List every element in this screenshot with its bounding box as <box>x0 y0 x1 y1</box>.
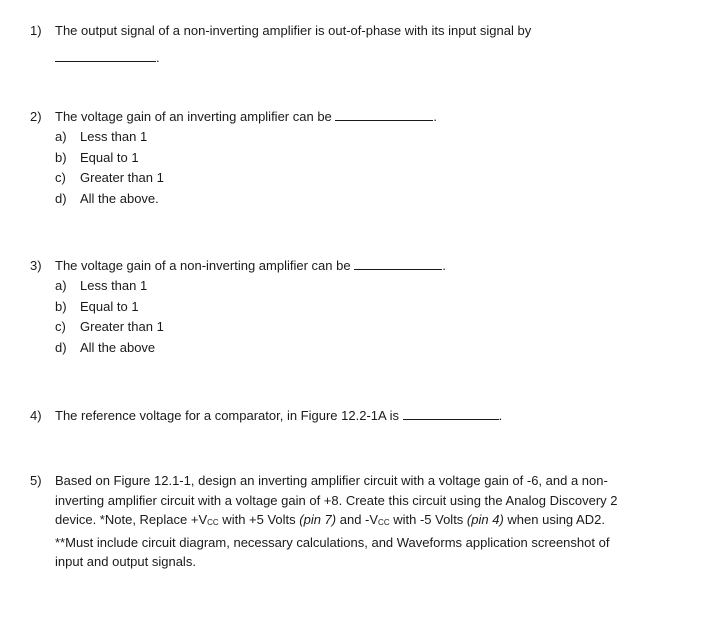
option-letter: b) <box>55 149 67 165</box>
option-text: Greater than 1 <box>80 170 164 185</box>
subscript-cc: CC <box>207 518 219 527</box>
option-d[interactable] <box>55 189 670 210</box>
option-text: Equal to 1 <box>80 298 139 314</box>
option-text: Equal to 1 <box>80 149 139 165</box>
option-letter: d) <box>55 339 67 355</box>
option-letter: a) <box>55 278 67 293</box>
subscript-cc: CC <box>378 518 390 527</box>
question-1 <box>30 21 670 68</box>
option-letter: c) <box>55 170 66 185</box>
question-text <box>55 471 670 572</box>
question-text-part: when using AD2. <box>503 512 605 527</box>
option-a[interactable] <box>55 127 670 148</box>
blank-period: . <box>442 258 446 273</box>
option-letter: a) <box>55 129 67 144</box>
blank-period: . <box>498 408 503 423</box>
option-b[interactable] <box>55 297 670 318</box>
option-text: All the above <box>80 339 156 355</box>
question-requirements: **Must include circuit diagram, necessary calculations, and Waveforms application screenshot of input and output signals. <box>55 534 610 569</box>
question-number: 3) <box>30 258 42 273</box>
question-text-part: with -5 Volts <box>389 512 467 527</box>
question-2 <box>30 107 670 209</box>
answer-blank[interactable] <box>335 108 433 121</box>
question-text: The voltage gain of an inverting amplifier can be <box>55 109 332 124</box>
question-text: The reference voltage for a comparator, in Figure 12.2-1A is <box>55 408 399 423</box>
option-letter: c) <box>55 319 66 334</box>
question-number: 4) <box>30 408 42 423</box>
question-text-part: Based on Figure 12.1-1, design an inverting amplifier circuit with a voltage gain of -6, and a non-inverting amplifier circuit with a voltage gain of +8. Create this circuit using the Analog Discovery 2 device. *Note, Replace +V <box>55 473 618 527</box>
option-text: Greater than 1 <box>80 319 164 334</box>
option-a[interactable] <box>55 276 670 297</box>
answer-blank[interactable] <box>403 407 499 420</box>
blank-period: . <box>156 50 160 65</box>
option-b[interactable] <box>55 148 670 169</box>
option-text: Less than 1 <box>80 278 148 293</box>
pin-note: (pin 4) <box>466 512 504 527</box>
question-number: 5) <box>30 473 42 488</box>
question-text-part: and -V <box>336 512 379 527</box>
question-text-part: with +5 Volts <box>218 512 300 527</box>
option-c[interactable] <box>55 317 670 338</box>
question-3 <box>30 256 670 358</box>
option-letter: b) <box>55 298 67 314</box>
question-text: The output signal of a non-inverting amplifier is out-of-phase with its input signal by <box>55 23 532 38</box>
answer-blank[interactable] <box>55 49 156 62</box>
question-4 <box>30 406 670 426</box>
question-5 <box>30 471 670 572</box>
question-text: The voltage gain of a non-inverting amplifier can be <box>55 258 351 273</box>
option-d[interactable] <box>55 338 670 359</box>
options-list <box>55 127 670 209</box>
blank-period: . <box>433 109 438 124</box>
question-number: 2) <box>30 109 42 124</box>
question-number: 1) <box>30 23 42 38</box>
answer-blank[interactable] <box>354 257 442 270</box>
option-text: Less than 1 <box>80 129 148 144</box>
option-letter: d) <box>55 190 67 206</box>
options-list <box>55 276 670 358</box>
pin-note: (pin 7) <box>299 512 337 527</box>
option-c[interactable] <box>55 168 670 189</box>
option-text: All the above. <box>80 190 159 206</box>
